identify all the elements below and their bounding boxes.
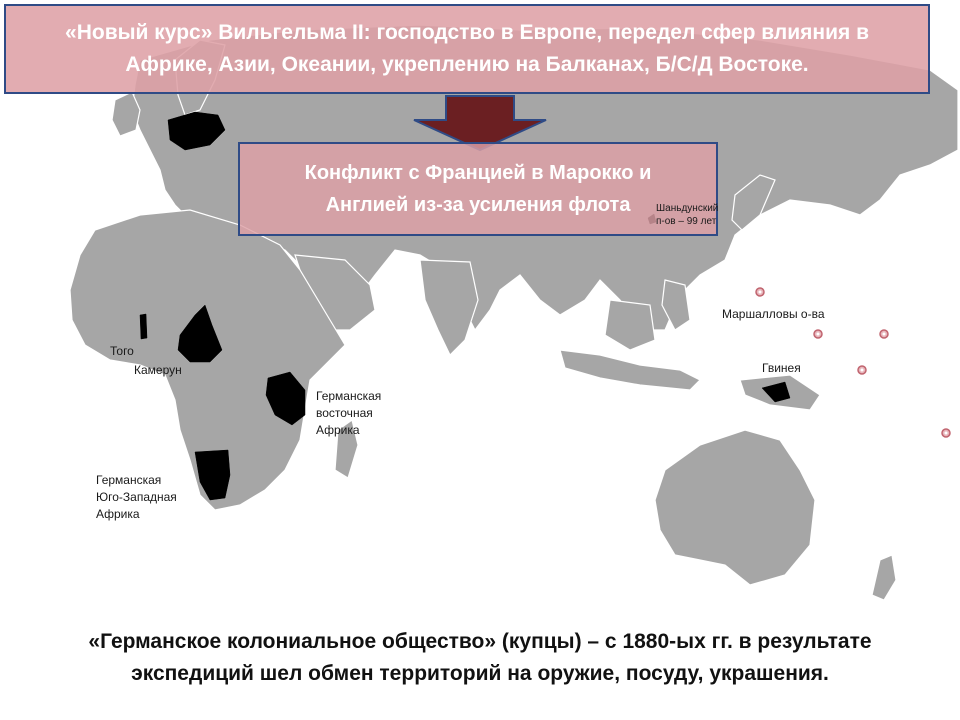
togo-colony — [140, 314, 147, 339]
pacific-island-marker — [942, 429, 950, 437]
label-togo: Того — [110, 344, 134, 358]
caption-line-1: «Германское колониальное общество» (купцы) – с 1880-ых гг. в результате — [88, 630, 872, 653]
label-sw-africa-line-2: Юго-Западная — [96, 490, 177, 504]
colonial-society-caption — [0, 626, 960, 690]
header-line-2: Африке, Азии, Океании, укреплению на Балканах, Б/С/Д Востоке. — [125, 53, 809, 76]
label-cameroon: Камерун — [134, 363, 182, 377]
conflict-line-2: Англией из-за усиления флота — [325, 194, 631, 216]
pacific-island-marker — [858, 366, 866, 374]
label-east-africa-line-1: Германская — [316, 389, 382, 403]
india-landmass — [420, 260, 478, 355]
indonesia-islands — [560, 350, 700, 390]
pacific-island-marker — [880, 330, 888, 338]
new-zealand — [872, 555, 896, 600]
label-marshall-islands: Маршалловы о-ва — [722, 307, 825, 321]
new-course-header-box — [4, 4, 930, 94]
conflict-box — [238, 142, 718, 236]
header-line-1: «Новый курс» Вильгельма II: господство в Европе, передел сфер влияния в — [65, 21, 869, 44]
caption-line-2: экспедиций шел обмен территорий на оружие, посуду, украшения. — [131, 662, 829, 685]
label-german-east-africa — [316, 388, 381, 439]
borneo-island — [605, 300, 655, 350]
pacific-island-marker — [814, 330, 822, 338]
label-guinea: Гвинея — [762, 361, 801, 375]
label-east-africa-line-3: Африка — [316, 423, 360, 437]
label-east-africa-line-2: восточная — [316, 406, 373, 420]
label-shandong — [656, 202, 718, 228]
label-shandong-line-2: п-ов – 99 лет — [656, 216, 717, 227]
label-shandong-line-1: Шаньдунский — [656, 203, 719, 214]
label-german-southwest-africa — [96, 472, 177, 523]
conflict-line-1: Конфликт с Францией в Марокко и — [304, 162, 652, 184]
australia-landmass — [655, 430, 815, 585]
marshall-islands-marker — [756, 288, 764, 296]
label-sw-africa-line-1: Германская — [96, 473, 162, 487]
label-sw-africa-line-3: Африка — [96, 507, 140, 521]
